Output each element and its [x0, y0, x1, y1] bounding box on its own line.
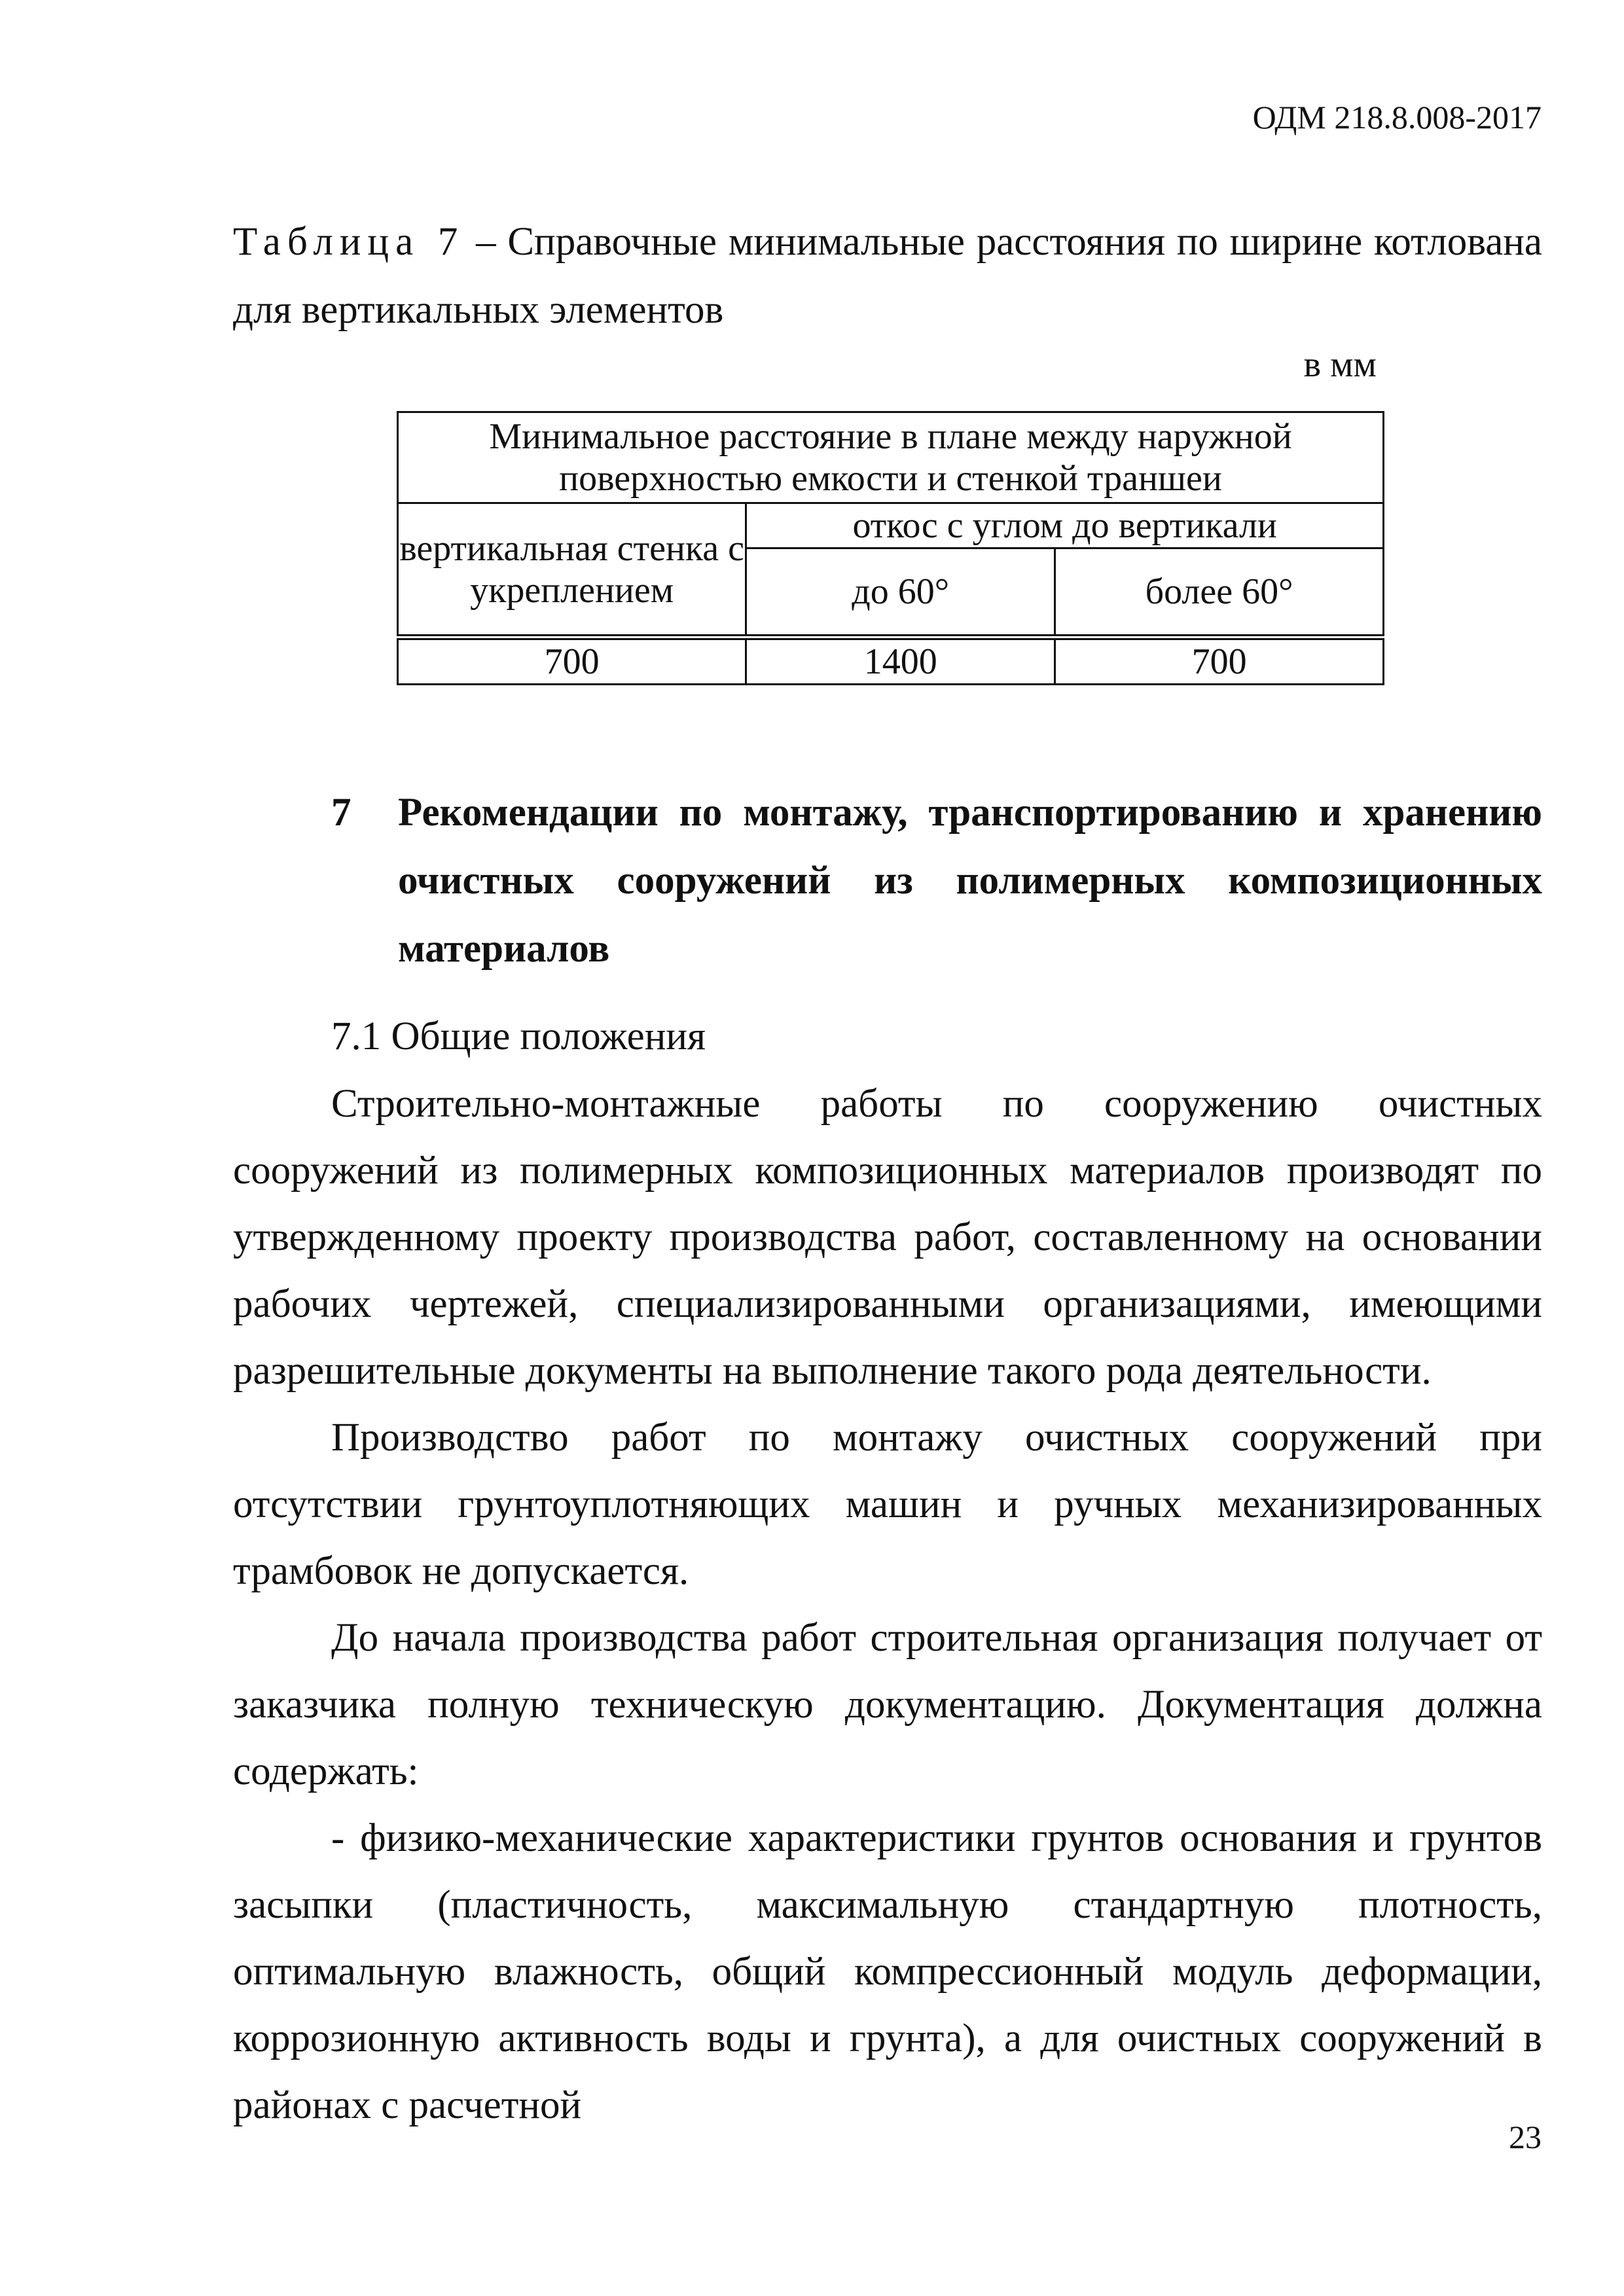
- table-header-over-60: более 60°: [1055, 548, 1384, 637]
- distance-table: [397, 411, 1384, 685]
- table-header-up-to-60: до 60°: [746, 548, 1055, 637]
- section-title: Рекомендации по монтажу, транспортированию и хранению очистных сооружений из полимерных композиционных материалов: [398, 791, 1542, 971]
- paragraph: - физико-механические характеристики грунтов основания и грунтов засыпки (пластичность, максимальную стандартную плотность, оптимальную влажность, общий компрессионный модуль деформации, коррозионную активность воды и грунта), а для очистных сооружений в районах с расчетной: [233, 1816, 1542, 2127]
- subsection-title: 7.1 Общие положения: [331, 1014, 706, 1058]
- table-cell: 700: [1055, 637, 1384, 685]
- table-caption-text: – Справочные минимальные расстояния по ширине котлована для вертикальных элементов: [233, 220, 1542, 332]
- paragraph: Строительно-монтажные работы по сооружению очистных сооружений из полимерных композиционных материалов производят по утвержденному проекту производства работ, составленному на основании рабочих чертежей, специализированными организациями, имеющими разрешительные документы на выполнение такого рода деятельности.: [233, 1082, 1542, 1393]
- table-header-main: Минимальное расстояние в плане между наружной поверхностью емкости и стенкой траншеи: [398, 412, 1384, 503]
- table-caption-label: Таблица 7: [233, 220, 465, 264]
- table-caption: [233, 208, 1542, 344]
- table-header-slope: откос с углом до вертикали: [746, 503, 1384, 548]
- section-number: 7: [331, 791, 352, 834]
- table-header-row: [398, 503, 1384, 548]
- paragraph: Производство работ по монтажу очистных сооружений при отсутствии грунтоуплотняющих машин и ручных механизированных трамбовок не допускается.: [233, 1416, 1542, 1593]
- table-header-vertical-wall: вертикальная стенка с укреплением: [398, 503, 746, 637]
- table-units: в мм: [1303, 344, 1377, 385]
- table-cell: 700: [398, 637, 746, 685]
- body-text: [233, 1071, 1542, 2139]
- table-cell: 1400: [746, 637, 1055, 685]
- table-row: [398, 637, 1384, 685]
- paragraph: До начала производства работ строительная организация получает от заказчика полную техническую документацию. Документация должна содержать:: [233, 1616, 1542, 1793]
- page-number: 23: [1509, 2119, 1542, 2155]
- table-header-row: [398, 412, 1384, 503]
- document-code: ОДМ 218.8.008-2017: [1252, 99, 1542, 135]
